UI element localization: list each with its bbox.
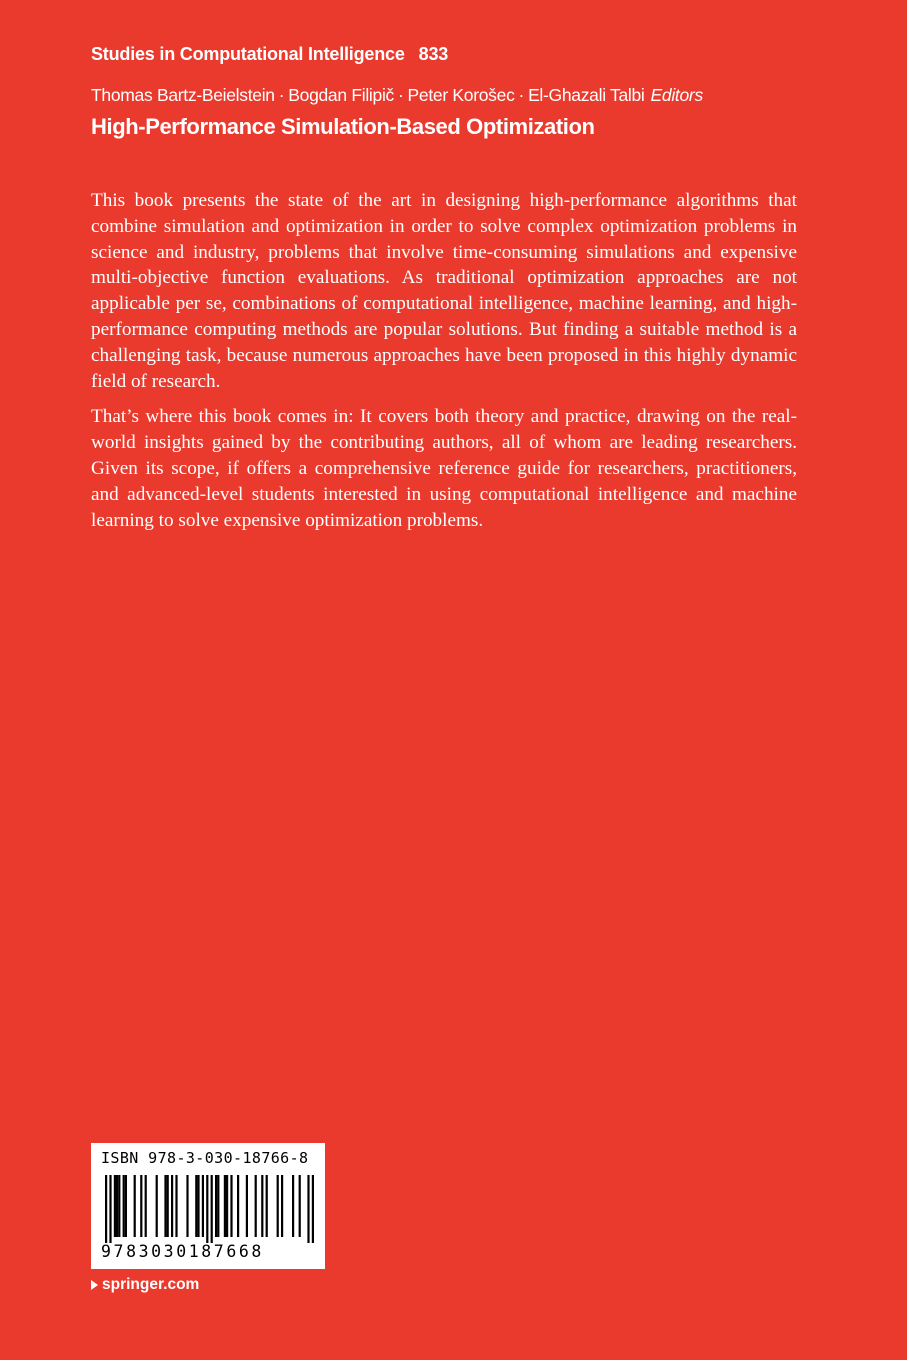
series-name: Studies in Computational Intelligence <box>91 44 405 64</box>
barcode-bar <box>224 1175 226 1237</box>
barcode-guard-bar <box>312 1175 314 1243</box>
publisher-link-text[interactable]: springer.com <box>102 1276 200 1293</box>
book-title: High-Performance Simulation-Based Optimization <box>91 114 595 139</box>
arrow-right-icon <box>91 1280 98 1290</box>
barcode-bar <box>171 1175 173 1237</box>
barcode-bar <box>277 1175 279 1237</box>
barcode-bar <box>123 1175 125 1237</box>
blurb-paragraph: This book presents the state of the art in designing high-performance algorithms that combine simulation and optimization in order to solve complex optimization problems in science and industry, problems that involve time-consuming simulations and expensive multi-objective function evaluations. As traditional optimization approaches are not applicable per se, combinations of computational intelligence, machine learning, and high-performance computing methods are popular solutions. But finding a suitable method is a challenging task, because numerous approaches have been proposed in this highly dynamic field of research. <box>91 190 797 392</box>
barcode-bar <box>215 1175 217 1237</box>
barcode-icon <box>91 1171 325 1243</box>
blurb-paragraph: That’s where this book comes in: It covers both theory and practice, drawing on the real-world insights gained by the contributing authors, all of whom are leading researchers. Given its scope, if offers a comprehensive reference guide for researchers, practitioners, and advanced-level students interested in using computational intelligence and machine learning to solve expensive optimization problems. <box>91 406 797 531</box>
barcode-guard-bar <box>109 1175 111 1243</box>
barcode-bar <box>125 1175 127 1237</box>
barcode-bar <box>292 1175 294 1237</box>
editor-separator: · <box>398 85 404 105</box>
editor-name: Bogdan Filipič <box>288 85 394 105</box>
barcode-bar <box>237 1175 239 1237</box>
editors-role: Editors <box>650 85 703 105</box>
barcode-bar <box>186 1175 188 1237</box>
barcode-bar <box>202 1175 204 1237</box>
editors-line <box>91 85 703 106</box>
editor-name: El-Ghazali Talbi <box>528 85 645 105</box>
barcode-bar <box>255 1175 257 1237</box>
barcode-bar <box>118 1175 120 1237</box>
barcode-bar <box>195 1175 197 1237</box>
barcode-bar <box>217 1175 219 1237</box>
editor-separator: · <box>518 85 525 105</box>
isbn-label: ISBN 978-3-030-18766-8 <box>101 1149 309 1167</box>
barcode-bar <box>167 1175 169 1237</box>
barcode-guard-bar <box>105 1175 107 1243</box>
barcode-guard-bar <box>211 1175 213 1243</box>
editor-separator: · <box>278 85 285 105</box>
barcode-bar <box>156 1175 158 1237</box>
barcode-guard-bar <box>206 1175 208 1243</box>
barcode-digits: 9783030187668 <box>101 1242 264 1261</box>
barcode-bar <box>299 1175 301 1237</box>
publisher-link[interactable] <box>91 1276 199 1294</box>
barcode-bar <box>114 1175 116 1237</box>
barcode-bar <box>266 1175 268 1237</box>
editor-name: Peter Korošec <box>407 85 515 105</box>
barcode-bar <box>175 1175 177 1237</box>
barcode-bar <box>281 1175 283 1237</box>
barcode-bar <box>226 1175 228 1237</box>
barcode-bar <box>134 1175 136 1237</box>
barcode-bar <box>116 1175 118 1237</box>
barcode-guard-bar <box>307 1175 309 1243</box>
barcode-bar <box>140 1175 142 1237</box>
editor-name: Thomas Bartz-Beielstein <box>91 85 275 105</box>
barcode-bar <box>197 1175 199 1237</box>
isbn-barcode-box <box>91 1143 325 1269</box>
barcode-bar <box>145 1175 147 1237</box>
barcode-bar <box>230 1175 232 1237</box>
barcode-bar <box>246 1175 248 1237</box>
barcode-bar <box>164 1175 166 1237</box>
series-heading <box>91 44 448 65</box>
series-volume: 833 <box>418 44 449 64</box>
barcode-bar <box>261 1175 263 1237</box>
book-blurb <box>91 188 797 543</box>
